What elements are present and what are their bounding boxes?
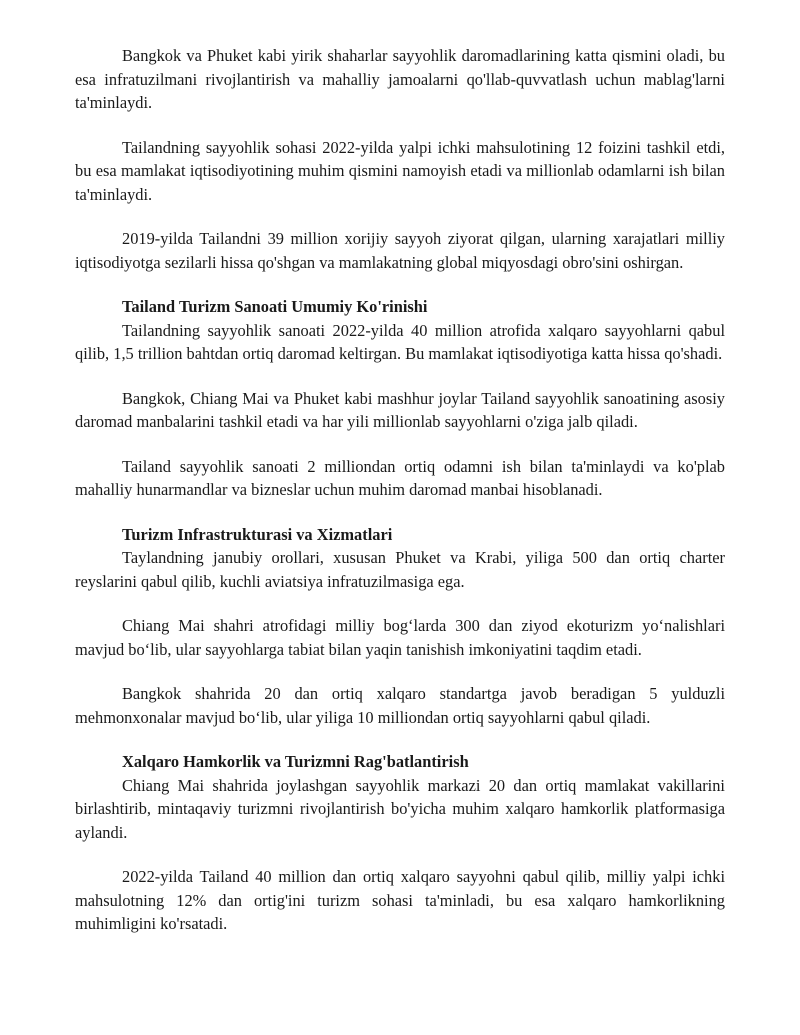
paragraph-chiang-mai-center: Chiang Mai shahrida joylashgan sayyohlik markazi 20 dan ortiq mamlakat vakillarini birlashtirib, mintaqaviy turizmni rivojlantirish bo'yicha muhim xalqaro hamkorlik platformasiga aylandi.: [75, 775, 725, 842]
section-heading-infrastructure: Turizm Infrastrukturasi va Xizmatlari: [122, 524, 393, 544]
paragraph-southern-islands-flights: Taylandning janubiy orollari, xususan Phuket va Krabi, yiliga 500 dan ortiq charter reyslarini qabul qilib, kuchli aviatsiya infratuzilmasiga ega.: [75, 548, 725, 591]
paragraph-bangkok-hotels: Bangkok shahrida 20 dan ortiq xalqaro standartga javob beradigan 5 yulduzli mehmonxonalar mavjud bo‘lib, ular yiliga 10 milliondan ortiq sayyohlarni qabul qiladi.: [75, 684, 725, 727]
paragraph-2022-gdp-contribution: 2022-yilda Tailand 40 million dan ortiq xalqaro sayyohni qabul qilib, milliy yalpi ichki mahsulotning 12% dan ortig'ini turizm sohasi ta'minladi, bu esa xalqaro hamkorlikning muhimligini ko'rsatadi.: [75, 867, 725, 933]
paragraph-ecotourism-routes: Chiang Mai shahri atrofidagi milliy bog‘larda 300 dan ziyod ekoturizm yo‘nalishlari mavjud bo‘lib, ular sayyohlarga tabiat bilan yaqin tanishish imkoniyatini taqdim etadi.: [75, 616, 725, 659]
paragraph-2022-arrivals-revenue: Tailandning sayyohlik sanoati 2022-yilda 40 million atrofida xalqaro sayyohlarni qabul qilib, 1,5 trillion bahtdan ortiq daromad keltirgan. Bu mamlakat iqtisodiyotiga katta hissa qo'shadi.: [75, 320, 725, 363]
paragraph-popular-destinations: Bangkok, Chiang Mai va Phuket kabi mashhur joylar Tailand sayyohlik sanoatining asosiy daromad manbalarini tashkil etadi va har yili millionlab sayyohlarni o'ziga jalb qiladi.: [75, 388, 725, 431]
section-heading-industry-overview: Tailand Turizm Sanoati Umumiy Ko'rinishi: [122, 297, 428, 316]
section-heading-international-cooperation: Xalqaro Hamkorlik va Turizmni Rag'batlantirish: [122, 752, 469, 771]
paragraph-2019-visitors: 2019-yilda Tailandni 39 million xorijiy sayyoh ziyorat qilgan, ularning xarajatlari milliy iqtisodiyotga sezilarli hissa qo'shgan va mamlakatning global miqyosdagi obro'sini oshirgan.: [75, 229, 725, 272]
paragraph-employment: Tailand sayyohlik sanoati 2 milliondan ortiq odamni ish bilan ta'minlaydi va ko'plab mahalliy hunarmandlar va bizneslar uchun muhim daromad manbai hisoblanadi.: [75, 456, 725, 499]
paragraph-major-cities-revenue: Bangkok va Phuket kabi yirik shaharlar sayyohlik daromadlarining katta qismini oladi, bu esa infratuzilmani rivojlantirish va mahalliy jamoalarni qo'llab-quvvatlash uchun mablag'larni ta'minlaydi.: [75, 46, 725, 112]
document-body: [75, 44, 725, 957]
paragraph-tourism-gdp-share: Tailandning sayyohlik sohasi 2022-yilda yalpi ichki mahsulotining 12 foizini tashkil etdi, bu esa mamlakat iqtisodiyotining muhim qismini namoyish etadi va millionlab odamlarni ish bilan ta'minlaydi.: [75, 137, 725, 204]
